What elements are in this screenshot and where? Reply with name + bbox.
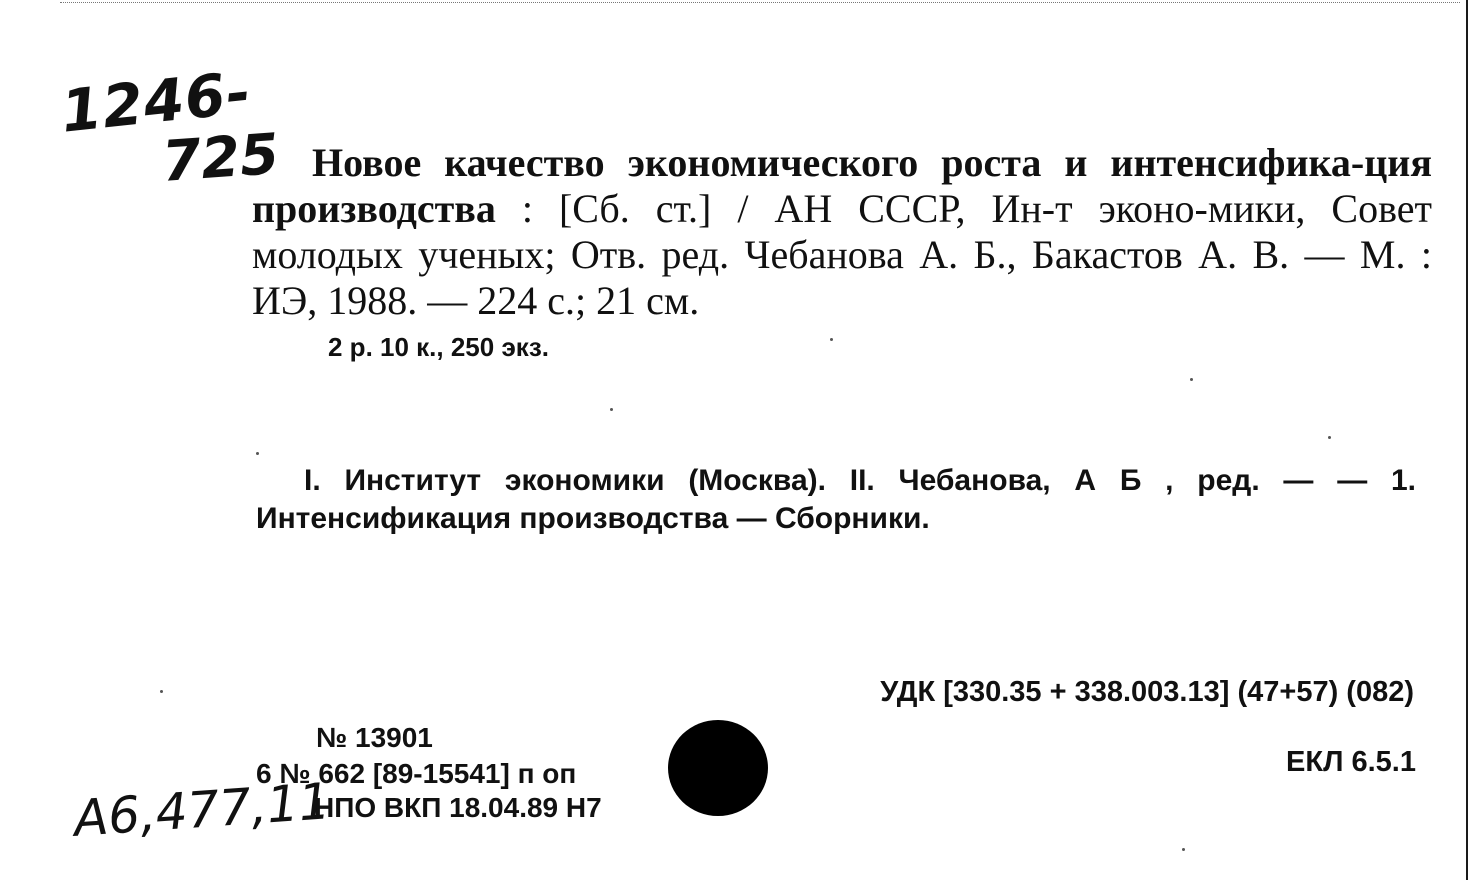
speck <box>830 338 833 341</box>
book-title: Новое качество экономического роста и интенсифика-ция производства <box>252 140 1432 231</box>
bibliographic-description <box>252 140 1432 324</box>
subject-headings: I. Институт экономики (Москва). II. Чебанова, А Б , ред. — — 1. Интенсификация производства — Сборники. <box>256 464 1416 535</box>
speck <box>160 690 163 693</box>
handwritten-inventory-number: А6,477,11 <box>72 772 333 848</box>
registration-line-2: 6 № 662 [89-15541] п оп <box>256 758 577 789</box>
publication-details: : [Сб. ст.] / АН СССР, Ин-т эконо-мики, Совет молодых ученых; Отв. ред. Чебанова А. Б., Бакастов А. В. — М. : ИЭ, 1988. — 224 с.; 21 см. <box>252 186 1432 323</box>
speck <box>256 452 259 455</box>
speck <box>1182 848 1185 851</box>
speck <box>1190 378 1193 381</box>
price-and-print-run: 2 р. 10 к., 250 экз. <box>328 332 549 362</box>
registration-line-3: НПО ВКП 18.04.89 Н7 <box>314 792 602 823</box>
udk-classification: УДК [330.35 + 338.003.13] (47+57) (082) <box>880 676 1414 708</box>
card-right-edge <box>1466 0 1468 880</box>
speck <box>610 408 613 411</box>
ekl-classification: ЕКЛ 6.5.1 <box>1286 746 1416 778</box>
speck <box>1328 436 1331 439</box>
handwritten-call-number-top: 1246- <box>58 58 255 146</box>
handwritten-call-number-mid: 725 <box>160 121 282 195</box>
registration-number: № 13901 <box>316 722 433 753</box>
card-top-edge <box>60 2 1460 4</box>
punch-hole <box>668 720 768 816</box>
